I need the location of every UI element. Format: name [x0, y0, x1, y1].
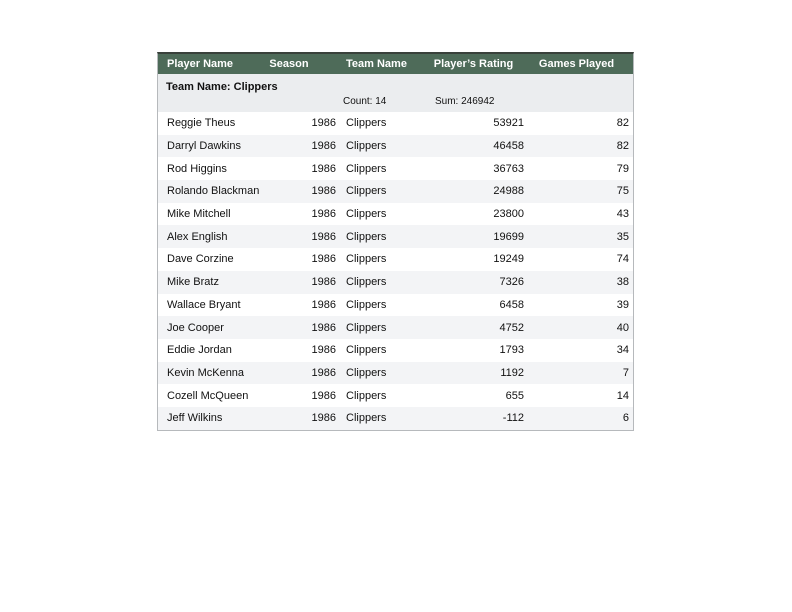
- table-row: [158, 203, 633, 226]
- cell-team-name: Clippers: [346, 321, 387, 334]
- table-row: [158, 180, 633, 203]
- cell-team-name: Clippers: [346, 298, 387, 311]
- cell-season: 1986: [311, 412, 336, 425]
- cell-player-rating: 655: [505, 389, 524, 402]
- cell-games-played: 79: [616, 162, 629, 175]
- group-count-label: Count: 14: [343, 96, 387, 107]
- cell-games-played: 39: [616, 298, 629, 311]
- cell-team-name: Clippers: [346, 253, 387, 266]
- cell-player-rating: 23800: [493, 208, 524, 221]
- pivot-table: [157, 52, 634, 431]
- table-row: [158, 157, 633, 180]
- cell-player-name: Darryl Dawkins: [167, 140, 241, 153]
- cell-player-rating: 1793: [499, 344, 524, 357]
- cell-player-rating: 1192: [500, 366, 524, 379]
- cell-games-played: 43: [616, 208, 629, 221]
- cell-season: 1986: [311, 117, 336, 130]
- cell-player-name: Mike Bratz: [167, 276, 219, 289]
- cell-team-name: Clippers: [346, 117, 387, 130]
- table-row: [158, 362, 633, 385]
- column-header-player-name: Player Name: [167, 58, 234, 70]
- cell-games-played: 34: [616, 344, 629, 357]
- cell-games-played: 38: [616, 276, 629, 289]
- column-header-games-played: Games Played: [538, 58, 615, 70]
- cell-team-name: Clippers: [346, 412, 387, 425]
- table-header-row: [158, 54, 633, 74]
- cell-player-name: Kevin McKenna: [167, 366, 245, 379]
- cell-games-played: 75: [616, 185, 629, 198]
- cell-season: 1986: [311, 162, 336, 175]
- column-header-players-rating: Player’s Rating: [433, 58, 514, 70]
- cell-season: 1986: [311, 321, 336, 334]
- cell-player-name: Dave Corzine: [167, 253, 234, 266]
- table-row: [158, 271, 633, 294]
- cell-season: 1986: [311, 276, 336, 289]
- table-row: [158, 339, 633, 362]
- cell-player-name: Mike Mitchell: [167, 208, 231, 221]
- cell-games-played: 6: [622, 412, 629, 425]
- cell-team-name: Clippers: [346, 185, 387, 198]
- cell-season: 1986: [311, 208, 336, 221]
- cell-games-played: 14: [616, 389, 629, 402]
- cell-games-played: 40: [616, 321, 629, 334]
- cell-season: 1986: [311, 389, 336, 402]
- table-row: [158, 407, 633, 430]
- cell-player-rating: 24988: [493, 185, 524, 198]
- group-sum-label: Sum: 246942: [435, 96, 495, 107]
- cell-player-rating: 4752: [499, 321, 524, 334]
- cell-games-played: 7: [622, 366, 629, 379]
- cell-player-rating: 6458: [499, 298, 524, 311]
- cell-team-name: Clippers: [346, 276, 387, 289]
- cell-player-name: Rod Higgins: [167, 162, 227, 175]
- cell-player-rating: 36763: [493, 162, 524, 175]
- table-row: [158, 112, 633, 135]
- cell-season: 1986: [311, 344, 336, 357]
- cell-games-played: 82: [616, 117, 629, 130]
- cell-player-rating: 19249: [493, 253, 524, 266]
- cell-season: 1986: [311, 230, 336, 243]
- cell-player-name: Wallace Bryant: [167, 298, 241, 311]
- table-row: [158, 225, 633, 248]
- cell-player-name: Alex English: [167, 230, 228, 243]
- cell-player-name: Eddie Jordan: [167, 344, 232, 357]
- cell-team-name: Clippers: [346, 162, 387, 175]
- table-row: [158, 248, 633, 271]
- cell-team-name: Clippers: [346, 140, 387, 153]
- table-row: [158, 384, 633, 407]
- group-header-row: [158, 74, 633, 112]
- cell-games-played: 82: [616, 140, 629, 153]
- cell-player-name: Reggie Theus: [167, 117, 236, 130]
- column-header-season: Season: [269, 58, 309, 70]
- cell-player-name: Rolando Blackman: [167, 185, 260, 198]
- cell-player-name: Cozell McQueen: [167, 389, 249, 402]
- cell-player-rating: -112: [502, 412, 524, 425]
- group-title: Team Name: Clippers: [166, 81, 278, 93]
- cell-season: 1986: [311, 298, 336, 311]
- cell-season: 1986: [311, 366, 336, 379]
- cell-team-name: Clippers: [346, 389, 387, 402]
- cell-player-name: Joe Cooper: [167, 321, 224, 334]
- cell-season: 1986: [311, 185, 336, 198]
- table-row: [158, 316, 633, 339]
- cell-season: 1986: [311, 140, 336, 153]
- cell-team-name: Clippers: [346, 344, 387, 357]
- cell-player-rating: 46458: [493, 140, 524, 153]
- cell-team-name: Clippers: [346, 230, 387, 243]
- cell-games-played: 74: [616, 253, 629, 266]
- cell-season: 1986: [311, 253, 336, 266]
- cell-team-name: Clippers: [346, 208, 387, 221]
- table-body: [158, 112, 633, 430]
- cell-player-rating: 53921: [493, 117, 524, 130]
- table-row: [158, 135, 633, 158]
- column-header-team-name: Team Name: [346, 58, 407, 70]
- cell-team-name: Clippers: [346, 366, 387, 379]
- table-row: [158, 294, 633, 317]
- cell-player-name: Jeff Wilkins: [167, 412, 223, 425]
- cell-player-rating: 7326: [499, 276, 524, 289]
- cell-player-rating: 19699: [493, 230, 524, 243]
- cell-games-played: 35: [616, 230, 629, 243]
